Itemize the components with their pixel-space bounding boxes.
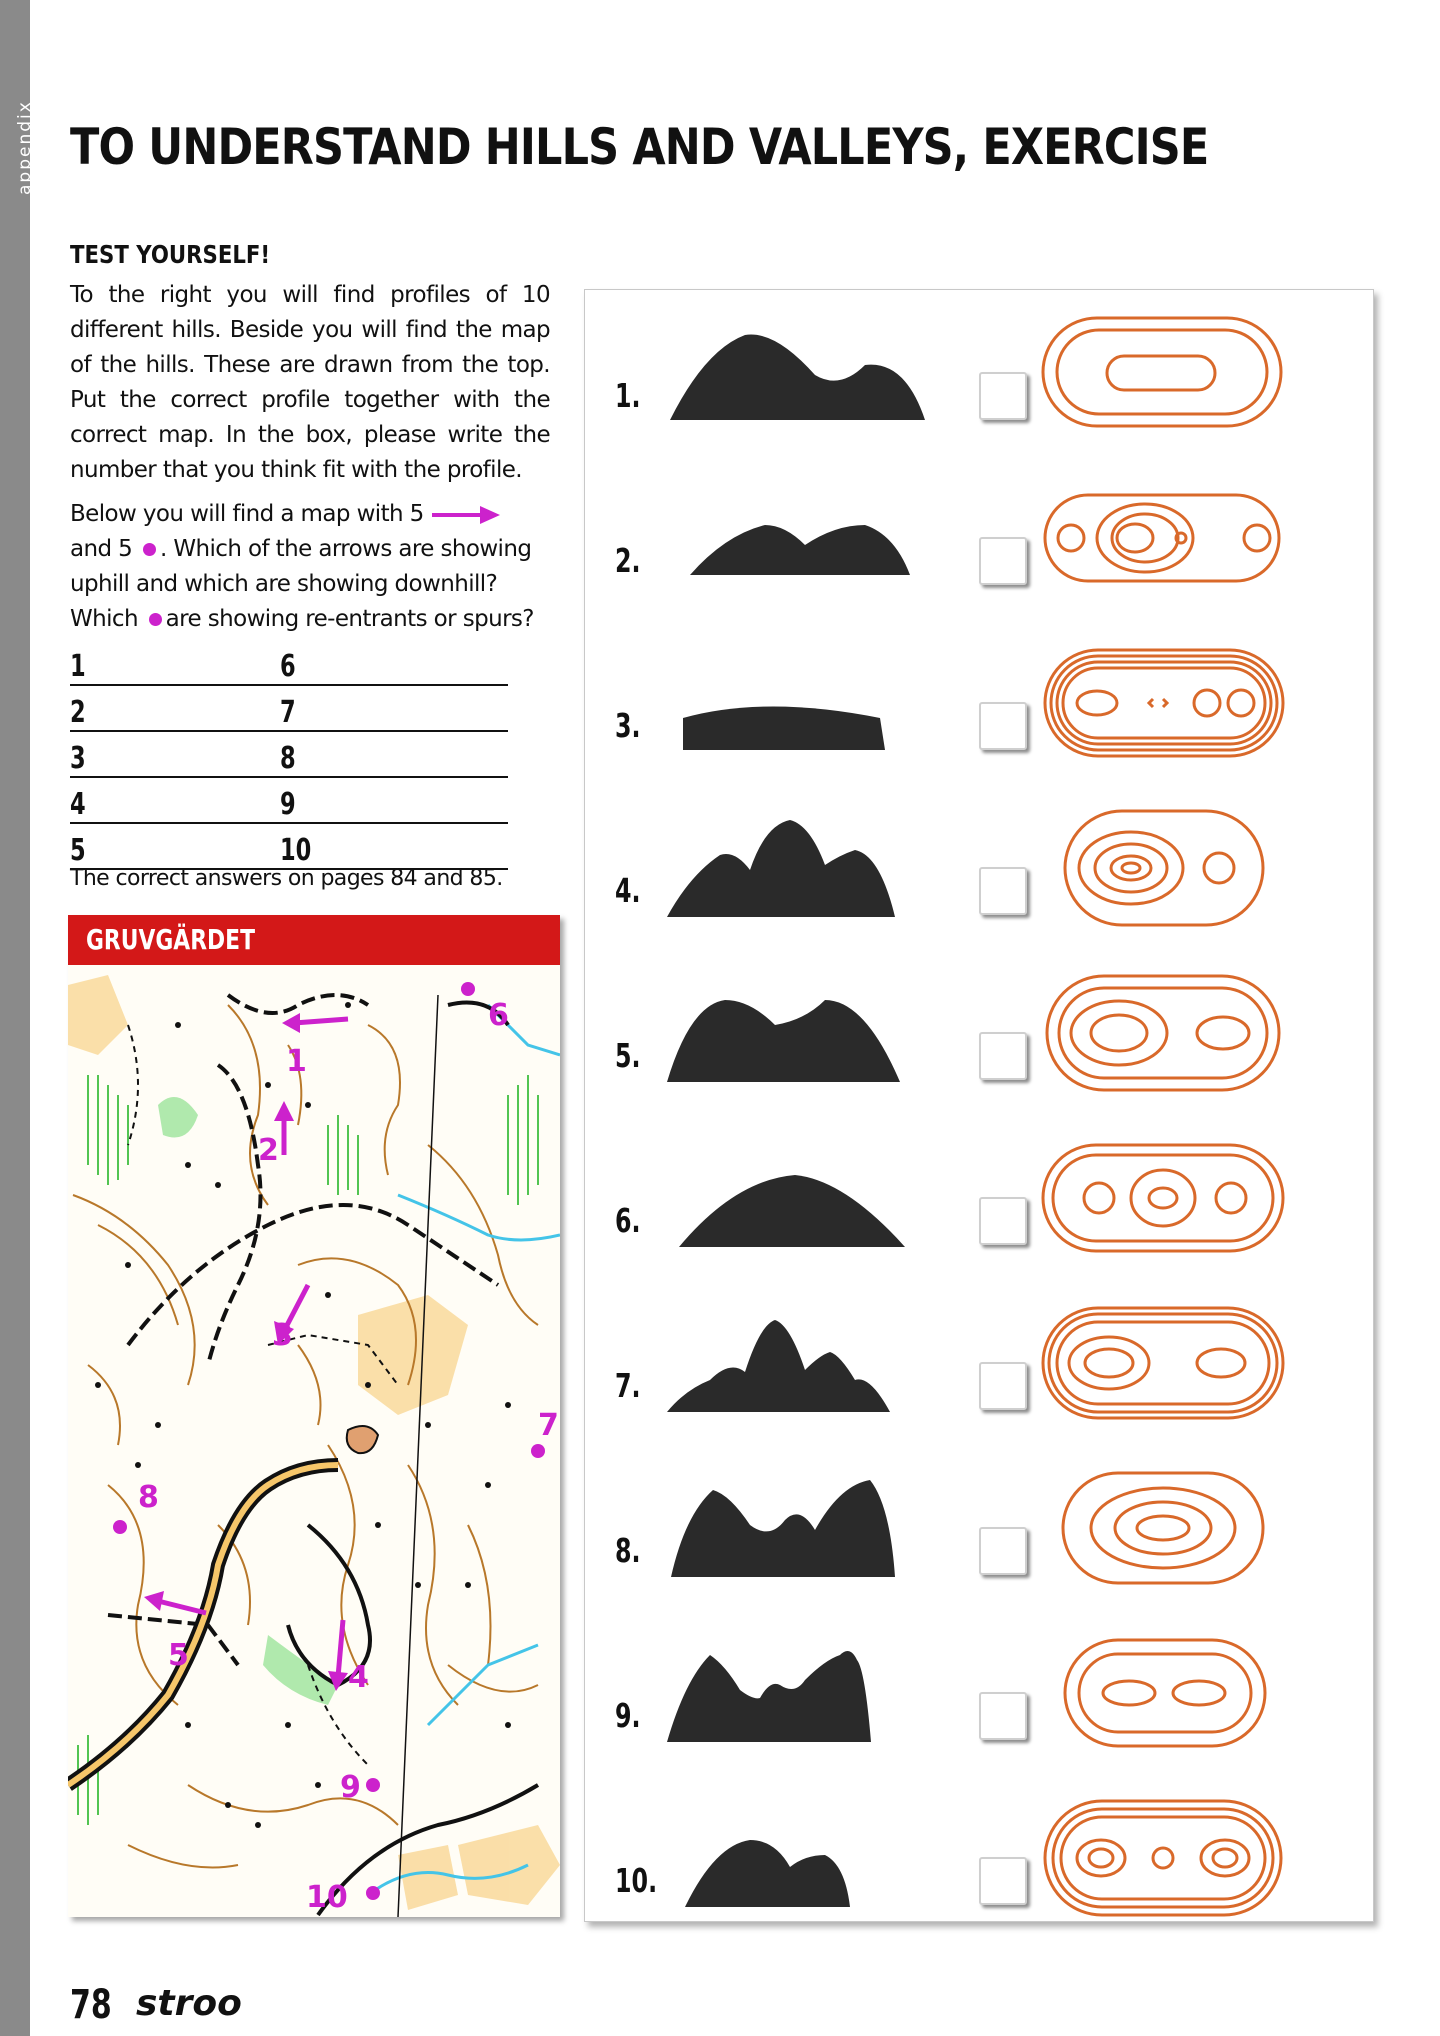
contour-map: [1035, 1793, 1295, 1923]
exercise-row: [585, 795, 1373, 935]
exercise-number: 5.: [615, 1036, 641, 1075]
contour-map: [1035, 1463, 1295, 1593]
answer-box[interactable]: [979, 1692, 1027, 1740]
map-label-5: 5: [168, 1638, 189, 1673]
hill-profile: [665, 650, 935, 760]
section-label: appendix: [15, 100, 35, 195]
contour-map: [1035, 968, 1295, 1098]
map-label-7: 7: [538, 1408, 559, 1443]
power-line: [398, 995, 438, 1917]
exercise-row: [585, 1785, 1373, 1925]
answer-number: 8: [280, 741, 296, 776]
map-label-3: 3: [272, 1318, 293, 1353]
answer-number: 3: [70, 741, 86, 776]
brand-name: stroo: [136, 1983, 242, 2022]
exercise-number: 4.: [615, 871, 641, 910]
answer-box[interactable]: [979, 1527, 1027, 1575]
open-land-areas: [68, 975, 560, 1910]
exercise-row: [585, 630, 1373, 770]
answer-box[interactable]: [979, 867, 1027, 915]
hill-profile: [665, 815, 935, 925]
map-label-9: 9: [340, 1770, 361, 1805]
answer-row: [70, 732, 508, 778]
hill-profile: [665, 1145, 935, 1255]
exercise-number: 8.: [615, 1531, 641, 1570]
answer-box[interactable]: [979, 1032, 1027, 1080]
answer-row: [70, 778, 508, 824]
exercise-number: 7.: [615, 1366, 641, 1405]
map-label-8: 8: [138, 1480, 159, 1515]
contour-lines: [73, 1005, 538, 1868]
exercise-row: [585, 300, 1373, 440]
exercise-row: [585, 960, 1373, 1100]
question-text-3: . Which of the arrows are showing uphill and which are showing downhill? Which: [70, 536, 532, 632]
answer-number: 6: [280, 649, 296, 684]
exercise-number: 1.: [615, 376, 641, 415]
map-label-1: 1: [286, 1044, 307, 1079]
main-road: [68, 1465, 338, 1785]
side-bar: [0, 0, 35, 2036]
brand-logo: [136, 1982, 248, 2022]
answer-number: 9: [280, 787, 296, 822]
exercise-row: [585, 1290, 1373, 1430]
answer-row: [70, 686, 508, 732]
answer-number: 5: [70, 833, 86, 868]
contour-map: [1035, 473, 1295, 603]
contour-map: [1035, 638, 1295, 768]
hill-profile: [665, 1475, 935, 1585]
exercise-row: [585, 1125, 1373, 1265]
map-label-2: 2: [258, 1133, 279, 1168]
map-drawing: [68, 965, 560, 1917]
question-text-2: and 5: [70, 536, 133, 562]
answer-table: [70, 640, 508, 870]
answer-number: 4: [70, 787, 86, 822]
hill-profile: [665, 485, 935, 595]
subheading: TEST YOURSELF!: [70, 240, 271, 269]
exercise-row: [585, 465, 1373, 605]
dot-icon: [149, 613, 162, 626]
map-label-10: 10: [306, 1880, 348, 1915]
map-label-6: 6: [488, 998, 509, 1033]
exercise-panel: [584, 289, 1374, 1922]
answer-box[interactable]: [979, 1197, 1027, 1245]
page-number: 78: [70, 1982, 112, 2028]
contour-map: [1035, 308, 1295, 438]
question-text-1: Below you will find a map with 5: [70, 501, 424, 527]
answer-box[interactable]: [979, 702, 1027, 750]
arrow-right-icon: [430, 504, 502, 526]
exercise-number: 10.: [615, 1861, 658, 1900]
answer-box[interactable]: [979, 537, 1027, 585]
exercise-number: 6.: [615, 1201, 641, 1240]
hill-profile: [665, 980, 935, 1090]
answer-row: [70, 824, 508, 870]
contour-map: [1035, 803, 1295, 933]
contour-map: [1035, 1628, 1295, 1758]
answer-number: 2: [70, 695, 86, 730]
exercise-number: 3.: [615, 706, 641, 745]
contour-map: [1035, 1298, 1295, 1428]
answer-number: 10: [280, 833, 312, 868]
answer-box[interactable]: [979, 1857, 1027, 1905]
hill-profile: [665, 320, 935, 430]
dot-icon: [143, 543, 156, 556]
answer-box[interactable]: [979, 1362, 1027, 1410]
footnote: The correct answers on pages 84 and 85.: [70, 866, 503, 891]
contour-map: [1035, 1133, 1295, 1263]
question-text-4: are showing re-entrants or spurs?: [165, 606, 534, 632]
answer-number: 7: [280, 695, 296, 730]
map-label-4: 4: [348, 1660, 369, 1695]
intro-paragraph: To the right you will find profiles of 10 different hills. Beside you will find the map of the hills. These are drawn from the top. Put the correct profile together with the correct map. In the box, please write the number that you think fit with the profile.: [70, 282, 550, 483]
hill-profile: [665, 1640, 935, 1750]
answer-box[interactable]: [979, 372, 1027, 420]
exercise-number: 2.: [615, 541, 641, 580]
exercise-row: [585, 1620, 1373, 1760]
map-title: GRUVGÄRDET: [86, 923, 255, 956]
answer-row: [70, 640, 508, 686]
exercise-row: [585, 1455, 1373, 1595]
answer-number: 1: [70, 649, 86, 684]
map-header: [68, 915, 560, 965]
question-paragraph: [70, 497, 550, 637]
green-patches: [158, 1097, 338, 1705]
hill-profile: [665, 1805, 935, 1915]
hill-profile: [665, 1310, 935, 1420]
page-title: TO UNDERSTAND HILLS AND VALLEYS, EXERCISE: [70, 118, 1209, 176]
exercise-number: 9.: [615, 1696, 641, 1735]
orienteering-map: [68, 915, 560, 1917]
pond: [347, 1426, 378, 1453]
